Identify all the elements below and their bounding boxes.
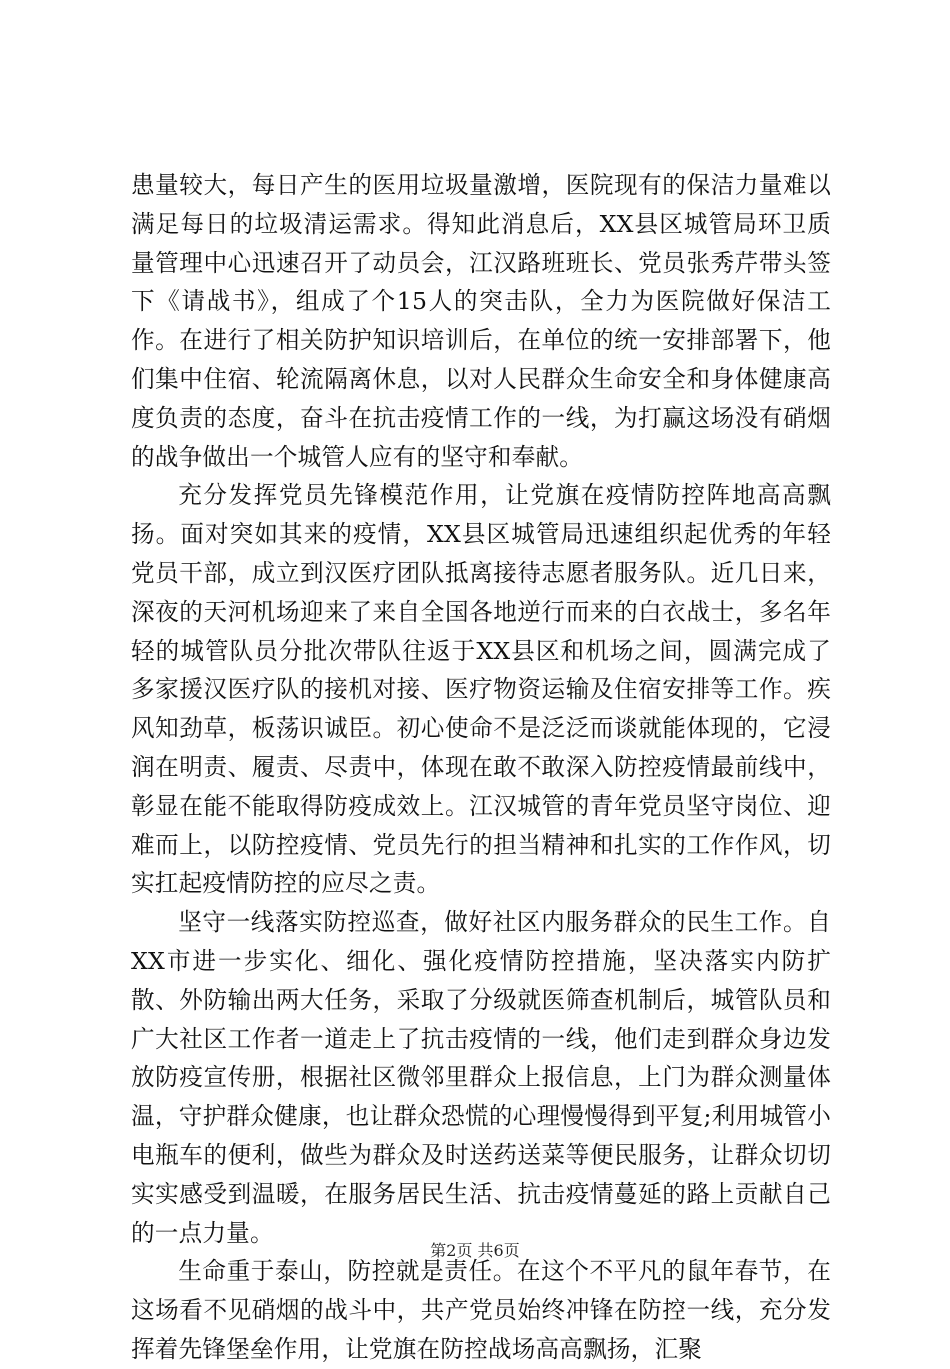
paragraph-life-responsibility: 生命重于泰山，防控就是责任。在这个不平凡的鼠年春节，在这场看不见硝烟的战斗中，共产党员始终冲锋在防控一线，充分发挥着先锋堡垒作用，让党旗在防控战场高高飘扬，汇聚 — [131, 1257, 831, 1363]
paragraph-continued: 患量较大，每日产生的医用垃圾量激增，医院现有的保洁力量难以满足每日的垃圾清运需求。得知此消息后，XX县区城管局环卫质量管理中心迅速召开了动员会，江汉路班班长、党员张秀芹带头签下《请战书》，组成了个15人的突击队，全力为医院做好保洁工作。在进行了相关防护知识培训后，在单位的统一安排部署下，他们集中住宿、轮流隔离休息，以对人民群众生命安全和身体健康高度负责的态度，奋斗在抗击疫情工作的一线，为打赢这场没有硝烟的战争做出一个城管人应有的坚守和奉献。 — [131, 171, 831, 471]
paragraph-frontline-patrol: 坚守一线落实防控巡查，做好社区内服务群众的民生工作。自XX市进一步实化、细化、强化疫情防控措施，坚决落实内防扩散、外防输出两大任务，采取了分级就医筛查机制后，城管队员和广大社区工作者一道走上了抗击疫情的一线，他们走到群众身边发放防疫宣传册，根据社区微邻里群众上报信息，上门为群众测量体温，守护群众健康，也让群众恐慌的心理慢慢得到平复;利用城管小电瓶车的便利，做些为群众及时送药送菜等便民服务，让群众切切实实感受到温暖，在服务居民生活、抗击疫情蔓延的路上贡献自己的一点力量。 — [131, 908, 831, 1247]
page-number-footer: 第2页 共6页 — [430, 1241, 520, 1260]
paragraph-party-vanguard: 充分发挥党员先锋模范作用，让党旗在疫情防控阵地高高飘扬。面对突如其来的疫情，XX县区城管局迅速组织起优秀的年轻党员干部，成立到汉医疗团队抵离接待志愿者服务队。近几日来，深夜的天河机场迎来了来自全国各地逆行而来的白衣战士，多名年轻的城管队员分批次带队往返于XX县区和机场之间，圆满完成了多家援汉医疗队的接机对接、医疗物资运输及住宿安排等工作。疾风知劲草，板荡识诚臣。初心使命不是泛泛而谈就能体现的，它浸润在明责、履责、尽责中，体现在敢不敢深入防控疫情最前线中，彰显在能不能取得防疫成效上。江汉城管的青年党员坚守岗位、迎难而上，以防控疫情、党员先行的担当精神和扎实的工作作风，切实扛起疫情防控的应尽之责。 — [131, 481, 831, 898]
document-body — [131, 166, 831, 1369]
